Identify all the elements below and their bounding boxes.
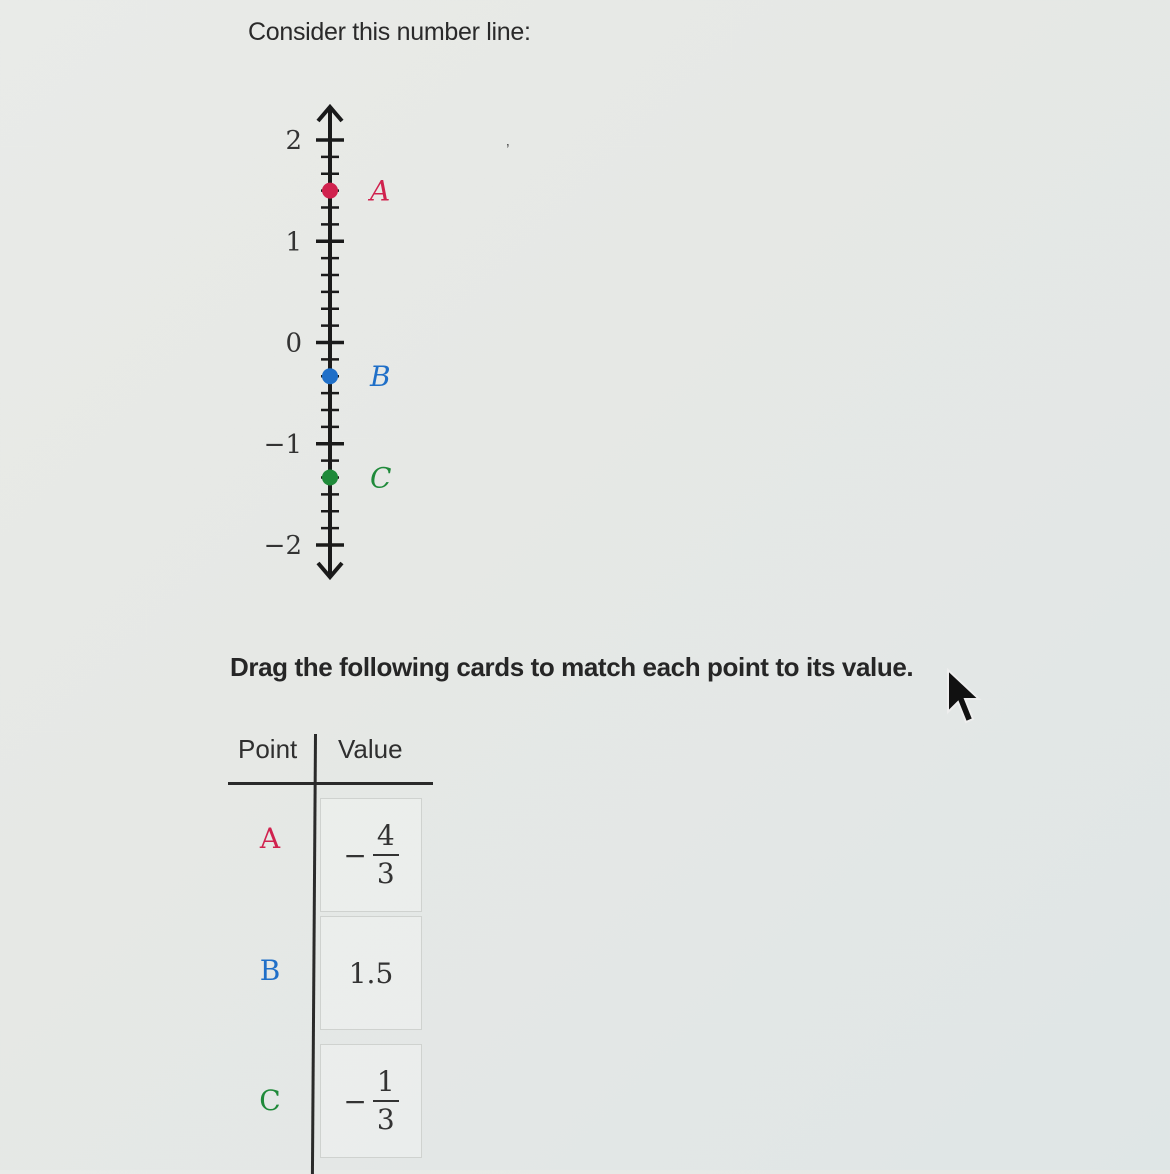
card-c-numerator: 1	[376, 1065, 395, 1098]
number-line-tick-labels	[264, 126, 302, 561]
value-card-b[interactable]	[320, 916, 422, 1030]
tick-label: −1	[263, 429, 302, 460]
tick-label: 0	[285, 328, 302, 359]
point-a	[322, 183, 338, 199]
card-c-denominator: 3	[373, 1100, 399, 1134]
question-prompt: Consider this number line:	[248, 18, 531, 46]
card-a-numerator: 4	[376, 819, 395, 852]
card-b-value: 1.5	[348, 956, 394, 990]
row-label-b: B	[259, 954, 281, 987]
point-label-c: C	[370, 461, 392, 495]
card-a-fraction	[373, 819, 399, 890]
card-c-fraction	[373, 1065, 399, 1136]
card-a-sign: −	[343, 838, 367, 872]
number-line	[230, 95, 430, 595]
card-a-denominator: 3	[373, 854, 399, 888]
value-card-a[interactable]	[320, 798, 422, 912]
row-label-a: A	[259, 822, 281, 855]
mouse-pointer-icon	[944, 668, 984, 728]
match-table	[228, 728, 438, 1170]
point-c	[322, 469, 338, 485]
header-value: Value	[338, 734, 403, 764]
table-header-divider	[228, 782, 433, 785]
row-label-c: C	[259, 1084, 281, 1117]
point-label-b: B	[370, 360, 391, 394]
number-line-points	[322, 175, 391, 495]
stray-mark-icon: ’	[506, 142, 510, 159]
header-point: Point	[238, 734, 298, 764]
card-c-sign: −	[343, 1084, 367, 1118]
point-label-a: A	[370, 174, 391, 208]
point-b	[322, 368, 338, 384]
tick-label: −2	[263, 531, 302, 561]
tick-label: 2	[285, 126, 302, 156]
value-card-c[interactable]	[320, 1044, 422, 1158]
instruction-text: Drag the following cards to match each point to its value.	[230, 652, 914, 682]
tick-label: 1	[285, 227, 302, 258]
table-column-divider	[311, 734, 317, 1174]
